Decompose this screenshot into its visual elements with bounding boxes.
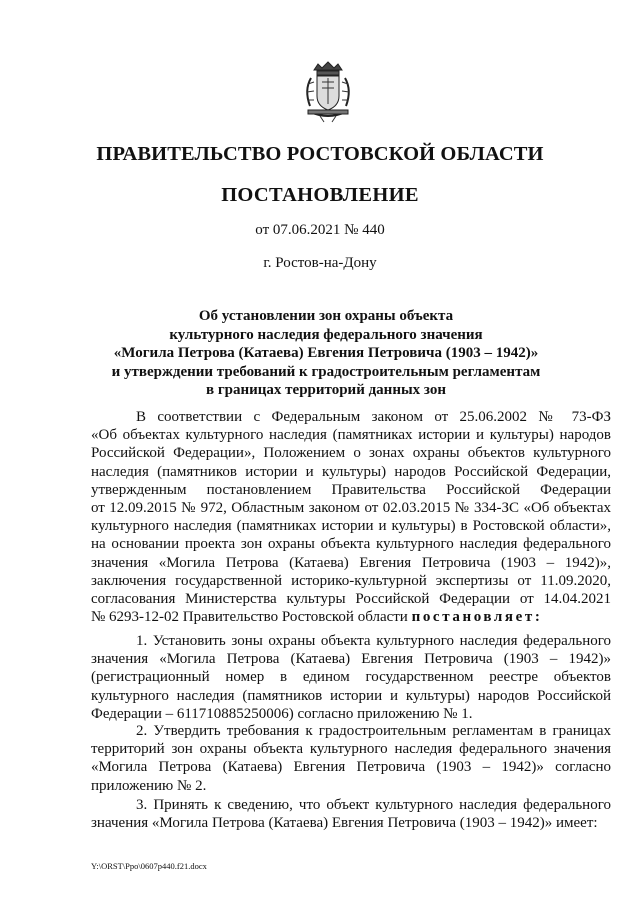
- preamble-last-text: № 6293-12-02 Правительство Ростовской области: [91, 609, 408, 626]
- title-line: «Могила Петрова (Катаева) Евгения Петровича (1903 – 1942)»: [113, 345, 539, 361]
- text-line: утвержденным постановлением Правительства Российской Федерации: [91, 481, 611, 498]
- text-line: [91, 608, 611, 626]
- title-line: и утверждении требований к градостроительным регламентам: [111, 363, 541, 380]
- text-line: 3. Принять к сведению, что объект культурного наследия федерального: [136, 797, 611, 813]
- text-line: заключения государственной историко-культурной экспертизы от 11.09.2020,: [91, 572, 611, 589]
- text-line: культурного наследия (памятников истории и культуры) народов Российской: [91, 687, 611, 704]
- resolution-item-1: [91, 632, 611, 723]
- resolution-item-2: [91, 722, 611, 795]
- file-path-footer: Y:\ORST\Ppo\0607p440.f21.docx: [91, 861, 207, 871]
- text-line: наследия (памятников истории и культуры) народов Российской Федерации,: [91, 463, 611, 480]
- preamble-paragraph: [91, 408, 611, 626]
- text-line: территорий зон охраны объекта культурного наследия федерального значения: [91, 741, 611, 758]
- text-line: В соответствии с Федеральным законом от 25.06.2002 № 73-ФЗ: [136, 409, 611, 425]
- text-line: культурного наследия (памятниках истории и культуры) в Ростовской области»,: [91, 518, 611, 535]
- text-line: (регистрационный номер в едином государственном реестре объектов: [91, 669, 611, 686]
- government-name: ПРАВИТЕЛЬСТВО РОСТОВСКОЙ ОБЛАСТИ: [96, 143, 544, 165]
- text-line: согласования Министерства культуры Российской Федерации от 14.04.2021: [91, 590, 611, 607]
- text-line: значения «Могила Петрова (Катаева) Евгения Петровича (1903 – 1942)» имеет:: [91, 815, 598, 832]
- coat-of-arms-emblem: [300, 60, 356, 124]
- resolves-word: постановляет:: [411, 609, 543, 626]
- text-line: 2. Утвердить требования к градостроительным регламентам в границах: [136, 723, 611, 739]
- document-type: ПОСТАНОВЛЕНИЕ: [221, 184, 419, 206]
- text-line: Российской Федерации», Положением о зонах охраны объектов культурного: [91, 445, 611, 462]
- text-line: значения «Могила Петрова (Катаева) Евгения Петровича (1903 – 1942)»: [91, 651, 611, 668]
- text-line: от 12.09.2015 № 972, Областным законом от 02.03.2015 № 334-ЗС «Об объектах: [91, 499, 611, 516]
- text-line: 1. Установить зоны охраны объекта культурного наследия федерального: [136, 633, 611, 649]
- document-city: г. Ростов-на-Дону: [263, 255, 377, 271]
- text-line: «Об объектах культурного наследия (памятниках истории и культуры) народов: [91, 427, 611, 444]
- text-line: на основании проекта зон охраны объекта культурного наследия федерального: [91, 536, 611, 553]
- text-line: значения «Могила Петрова (Катаева) Евгения Петровича (1903 – 1942)»,: [91, 554, 611, 571]
- document-title: [100, 307, 552, 400]
- text-line: приложению № 2.: [91, 777, 207, 794]
- title-line: культурного наследия федерального значения: [169, 326, 483, 343]
- resolution-item-3: [91, 796, 611, 832]
- title-line: Об установлении зон охраны объекта: [198, 308, 454, 324]
- document-date-number: от 07.06.2021 № 440: [255, 222, 385, 238]
- text-line: Федерации – 611710885250006) согласно приложению № 1.: [91, 705, 473, 722]
- title-line: в границах территорий данных зон: [206, 382, 446, 398]
- text-line: «Могила Петрова (Катаева) Евгения Петровича (1903 – 1942)» согласно: [91, 759, 611, 776]
